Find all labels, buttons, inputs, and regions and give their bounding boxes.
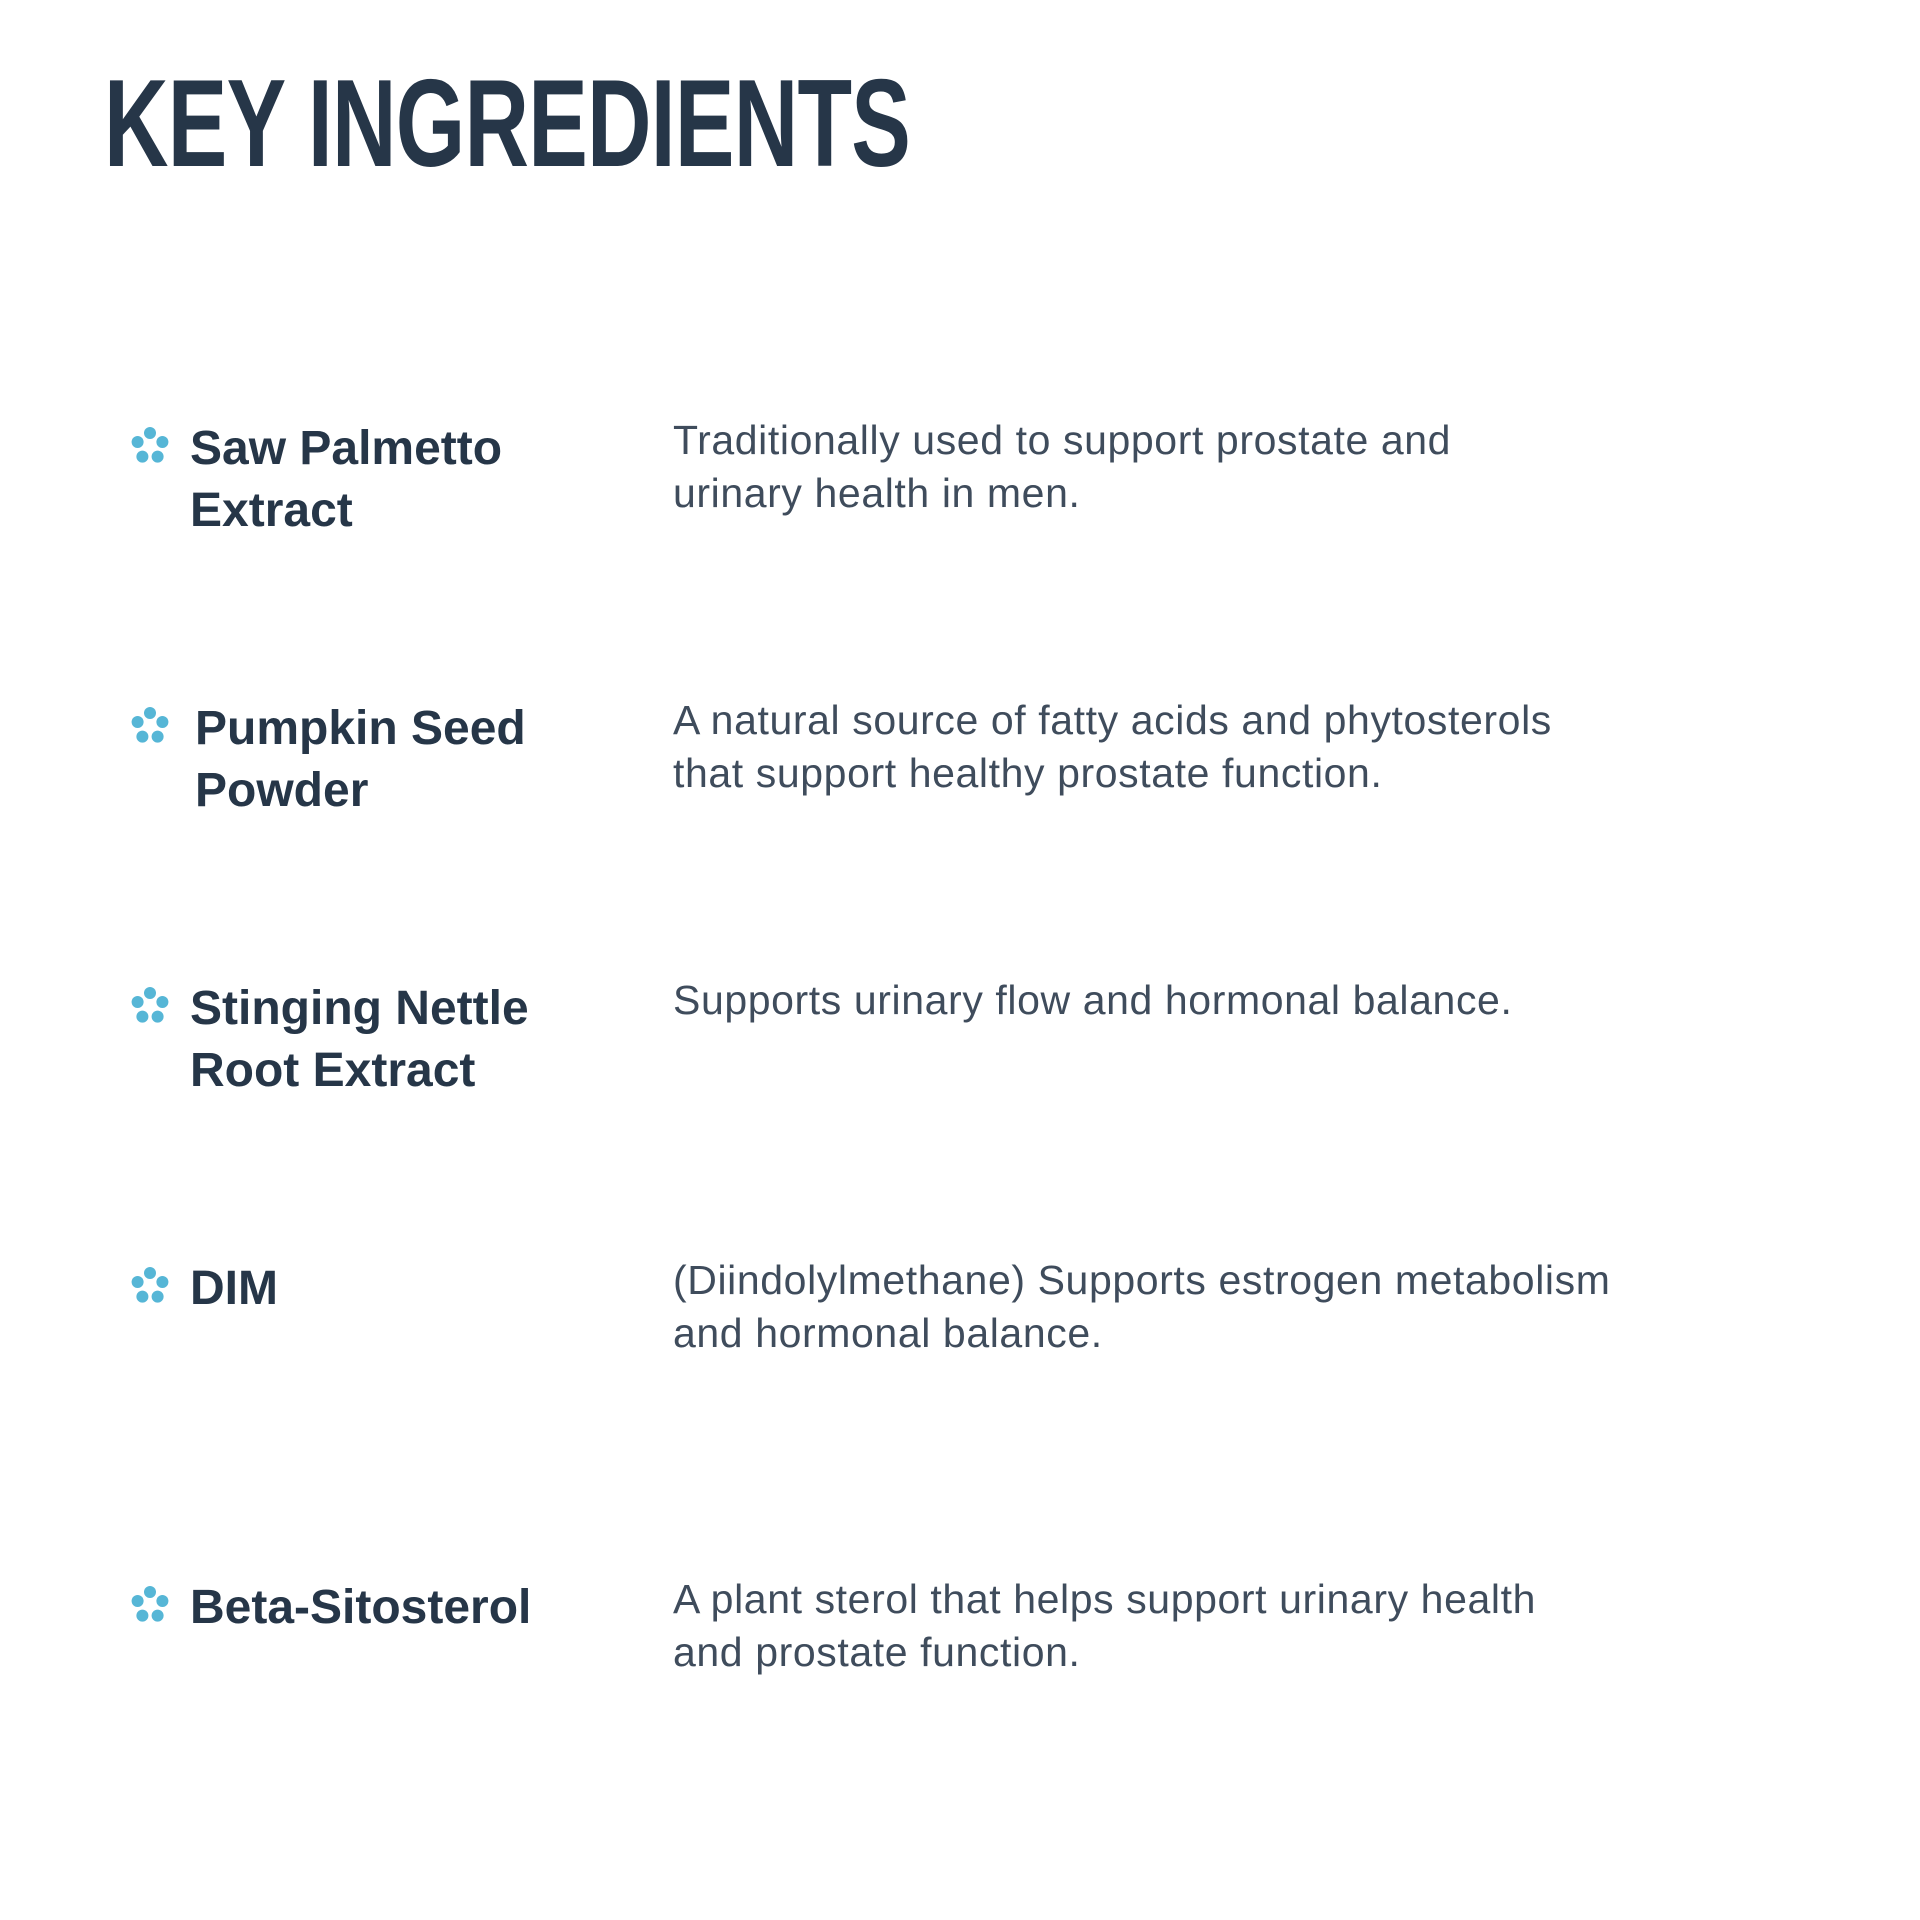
ingredient-name-line: Root Extract — [190, 1044, 476, 1097]
ingredient-description-line: Supports urinary flow and hormonal balance. — [673, 977, 1513, 1023]
ingredient-name-line: Stinging Nettle — [190, 982, 529, 1035]
flower-icon — [128, 424, 172, 468]
page-title: KEY INGREDIENTS — [104, 55, 911, 193]
ingredient-name-line: Powder — [195, 764, 369, 817]
ingredient-name — [190, 418, 610, 542]
ingredient-description-line: and prostate function. — [673, 1629, 1081, 1675]
ingredient-row-saw-palmetto — [0, 418, 1920, 558]
ingredient-row-pumpkin-seed — [0, 698, 1920, 838]
ingredient-row-stinging-nettle — [0, 978, 1920, 1118]
ingredient-description-line: A natural source of fatty acids and phytosterols — [673, 697, 1552, 743]
ingredient-name-line: DIM — [190, 1262, 278, 1315]
ingredient-name — [190, 1577, 610, 1639]
ingredient-description — [673, 974, 1823, 1027]
flower-icon — [128, 1264, 172, 1308]
ingredient-name — [190, 1258, 610, 1320]
ingredient-name-line: Extract — [190, 484, 353, 537]
ingredient-name-line: Beta-Sitosterol — [190, 1581, 532, 1634]
ingredient-name-line: Saw Palmetto — [190, 422, 503, 475]
ingredient-name — [190, 978, 610, 1102]
ingredient-description-line: Traditionally used to support prostate and — [673, 417, 1452, 463]
flower-icon — [128, 984, 172, 1028]
ingredient-description — [673, 1573, 1823, 1679]
ingredient-description — [673, 694, 1823, 800]
ingredient-description — [673, 1254, 1823, 1360]
ingredient-description-line: that support healthy prostate function. — [673, 750, 1383, 796]
ingredient-name — [195, 698, 615, 822]
ingredient-description-line: (Diindolylmethane) Supports estrogen metabolism — [673, 1257, 1611, 1303]
ingredient-description-line: A plant sterol that helps support urinary health — [673, 1576, 1536, 1622]
flower-icon — [128, 704, 172, 748]
ingredient-description-line: urinary health in men. — [673, 470, 1081, 516]
ingredient-row-beta-sitosterol — [0, 1577, 1920, 1717]
ingredient-description — [673, 414, 1823, 520]
ingredient-row-dim — [0, 1258, 1920, 1398]
ingredient-name-line: Pumpkin Seed — [195, 702, 526, 755]
flower-icon — [128, 1583, 172, 1627]
ingredient-description-line: and hormonal balance. — [673, 1310, 1103, 1356]
